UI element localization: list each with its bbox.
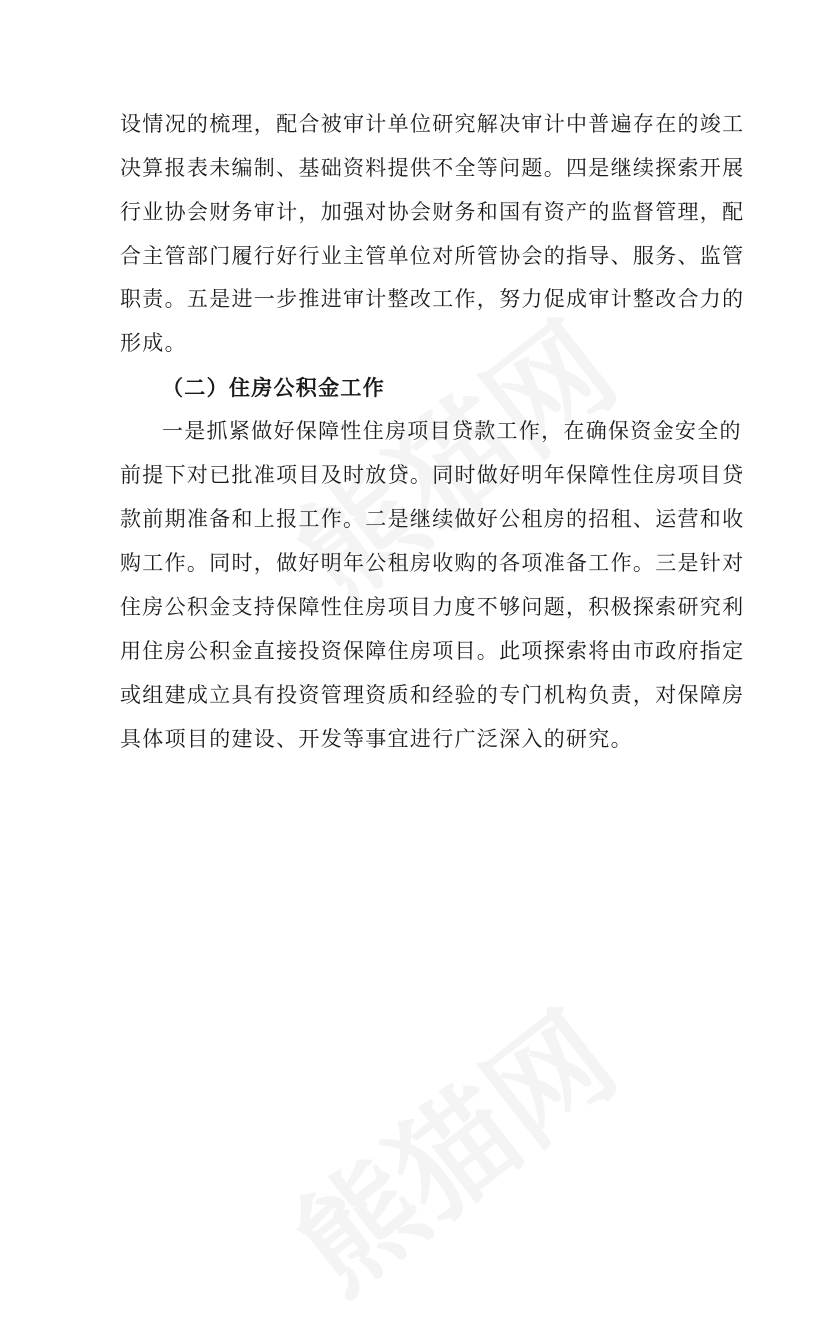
paragraph-line: 行业协会财务审计，加强对协会财务和国有资产的监督管理，配 [120,200,745,224]
paragraph-line: 决算报表未编制、基础资料提供不全等问题。四是继续探索开展 [120,156,745,180]
paragraph-line: 住房公积金支持保障性住房项目力度不够问题，积极探索研究利 [120,595,745,619]
paragraph-line: 具体项目的建设、开发等事宜进行广泛深入的研究。 [120,727,633,751]
paragraph-line: 用住房公积金直接投资保障住房项目。此项探索将由市政府指定 [120,639,745,663]
section-heading: （二）住房公积金工作 [162,375,385,400]
paragraph-line: 设情况的梳理，配合被审计单位研究解决审计中普遍存在的竣工 [120,112,745,136]
watermark [255,967,645,1324]
paragraph-line: 形成。 [120,331,187,355]
paragraph-line: 购工作。同时，做好明年公租房收购的各项准备工作。三是针对 [120,551,745,575]
paragraph-line: 前提下对已批准项目及时放贷。同时做好明年保障性住房项目贷 [120,463,745,487]
paragraph-line: 或组建成立具有投资管理资质和经验的专门机构负责，对保障房 [120,683,745,707]
paragraph-line: 职责。五是进一步推进审计整改工作，努力促成审计整改合力的 [120,287,745,311]
paragraph-line: 款前期准备和上报工作。二是继续做好公租房的招租、运营和收 [120,507,745,531]
paragraph-line: 一是抓紧做好保障性住房项目贷款工作，在确保资金安全的 [162,419,742,443]
paragraph-line: 合主管部门履行好行业主管单位对所管协会的指导、服务、监管 [120,244,745,268]
